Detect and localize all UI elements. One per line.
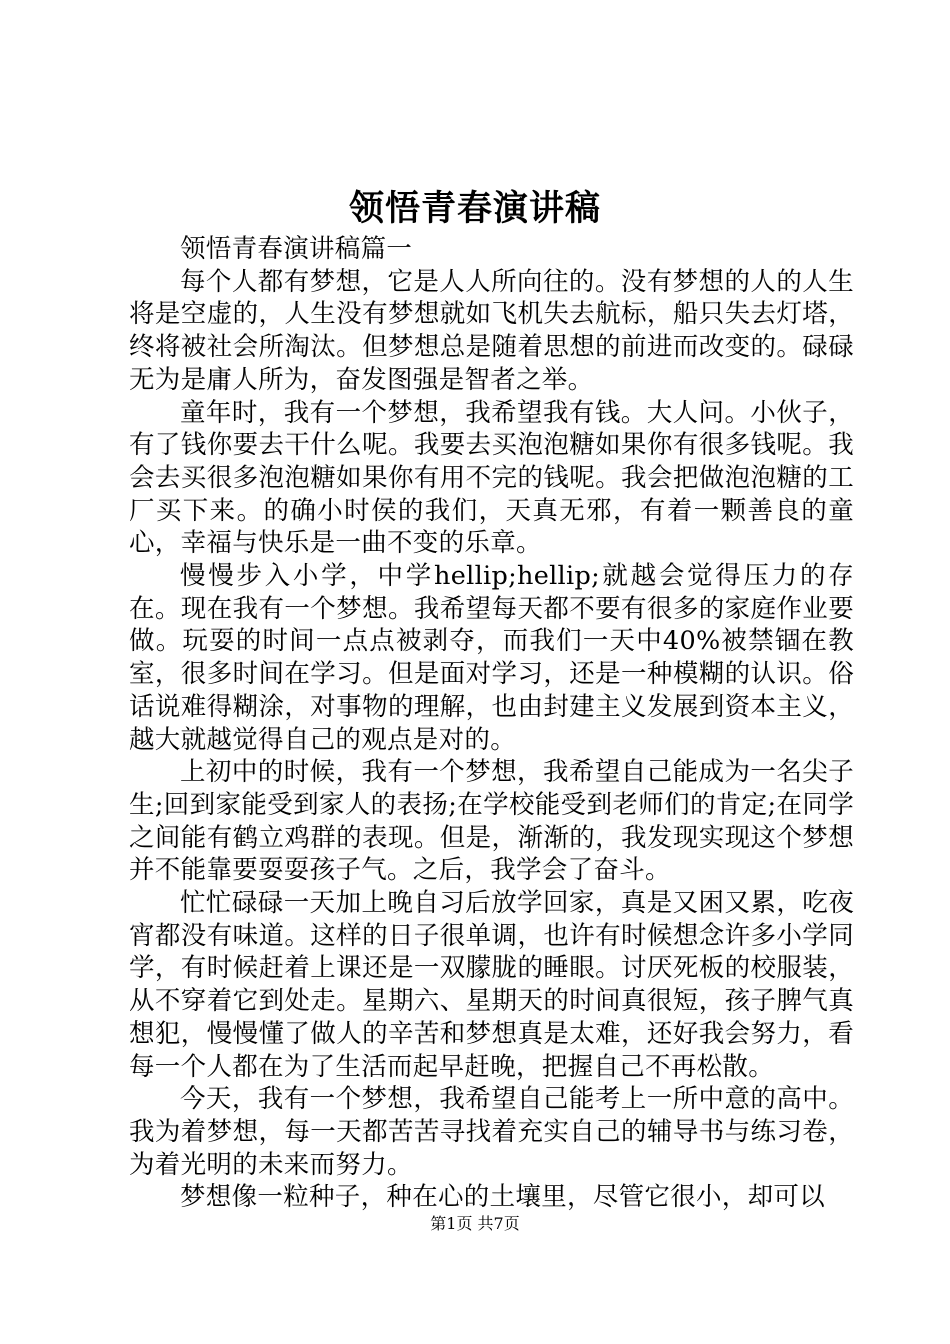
paragraph: 每个人都有梦想，它是人人所向往的。没有梦想的人的人生将是空虚的，人生没有梦想就如飞机失去航标，船只失去灯塔，终将被社会所淘汰。但梦想总是随着思想的前进而改变的。碌碌无为是庸人所为，奋发图强是智者之举。	[129, 266, 854, 395]
paragraph: 梦想像一粒种子，种在心的土壤里，尽管它很小，却可以	[180, 1182, 826, 1213]
paragraph: 童年时，我有一个梦想，我希望我有钱。大人问。小伙子，有了钱你要去干什么呢。我要去买泡泡糖如果你有很多钱呢。我会去买很多泡泡糖如果你有用不完的钱呢。我会把做泡泡糖的工厂买下来。的确小时侯的我们，天真无邪，有着一颗善良的童心，幸福与快乐是一曲不变的乐章。	[129, 397, 854, 559]
document-title: 领悟青春演讲稿	[348, 188, 601, 229]
paragraph: 上初中的时候，我有一个梦想，我希望自己能成为一名尖子生;回到家能受到家人的表扬;在学校能受到老师们的肯定;在同学之间能有鹤立鸡群的表现。但是，渐渐的，我发现实现这个梦想并不能靠要耍耍孩子气。之后，我学会了奋斗。	[129, 757, 854, 886]
page-footer: 第1页 共7页	[430, 1214, 520, 1233]
paragraph: 忙忙碌碌一天加上晚自习后放学回家，真是又困又累，吃夜宵都没有味道。这样的日子很单调，也许有时候想念许多小学同学，有时候赶着上课还是一双朦胧的睡眼。讨厌死板的校服装，从不穿着它到处走。星期六、星期天的时间真很短，孩子脾气真想犯，慢慢懂了做人的辛苦和梦想真是太难，还好我会努力，看每一个人都在为了生活而起早赶晚，把握自己不再松散。	[129, 888, 854, 1082]
paragraph: 慢慢步入小学，中学hellip;hellip;就越会觉得压力的存在。现在我有一个梦想。我希望每天都不要有很多的家庭作业要做。玩耍的时间一点点被剥夺，而我们一天中40%被禁锢在教室，很多时间在学习。但是面对学习，还是一种模糊的认识。俗话说难得糊涂，对事物的理解，也由封建主义发展到资本主义，越大就越觉得自己的观点是对的。	[129, 561, 854, 755]
section-heading: 领悟青春演讲稿篇一	[180, 234, 413, 264]
paragraph: 今天，我有一个梦想，我希望自己能考上一所中意的高中。我为着梦想，每一天都苦苦寻找着充实自己的辅导书与练习卷，为着光明的未来而努力。	[129, 1084, 854, 1180]
document-body	[129, 233, 854, 1214]
